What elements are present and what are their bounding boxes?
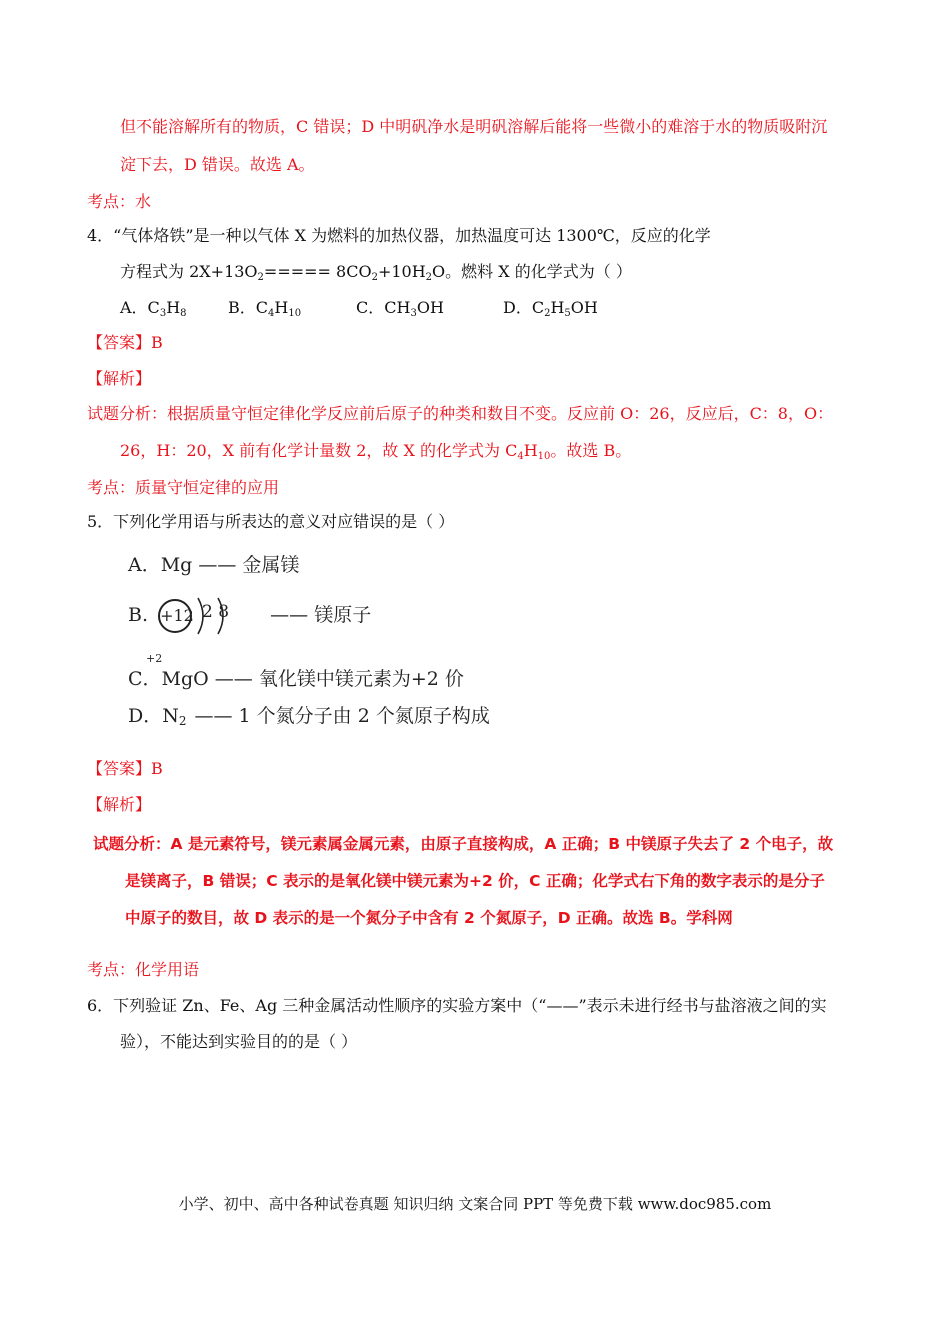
q4-analysis-label: 【解析】: [87, 369, 152, 388]
q3-analysis-line1: 但不能溶解所有的物质，C 错误；D 中明矾净水是明矾溶解后能将一些微小的难溶于水的物质吸附沉: [120, 117, 828, 136]
q5-figure-option-d: D．$N_2$ —— 1 个氮分子由 2 个氮原子构成: [128, 705, 490, 728]
q5-figure-b-label: B.: [128, 604, 149, 626]
q4-option-c: C．$CH_3OH$: [356, 298, 444, 319]
q3-analysis-line2: 淀下去，D 错误。故选 A。: [120, 155, 315, 174]
q4-option-b: B．$C_4H_{10}$: [228, 298, 302, 319]
q5-analysis-line3: 中原子的数目，故 D 表示的是一个氮分子中含有 2 个氮原子，D 正确。故选 B。学科网: [125, 909, 733, 927]
q6-stem-line2: 验），不能达到实验目的的是（ ）: [120, 1032, 358, 1051]
q5-figure-b-shells: 2 8: [202, 602, 230, 622]
page-footer: 小学、初中、高中各种试卷真题 知识归纳 文案合同 PPT 等免费下载 www.doc985.com: [178, 1195, 772, 1213]
q5-answer: 【答案】B: [87, 759, 163, 778]
q4-topic: 考点：质量守恒定律的应用: [87, 478, 280, 497]
q4-option-d: D．$C_2H_5OH$: [503, 298, 598, 319]
q5-figure-b-text: —— 镁原子: [270, 604, 372, 626]
q3-topic: 考点：水: [87, 192, 152, 211]
q5-figure-option-c: C．MgO —— 氧化镁中镁元素为+2 价: [128, 668, 464, 690]
q6-stem-line1: 6．下列验证 Zn、Fe、Ag 三种金属活动性顺序的实验方案中（“——”表示未进行经书与盐溶液之间的实: [87, 996, 827, 1015]
q5-stem: 5．下列化学用语与所表达的意义对应错误的是（ ）: [87, 512, 455, 531]
q5-topic: 考点：化学用语: [87, 960, 200, 979]
q5-analysis-label: 【解析】: [87, 795, 152, 814]
q4-stem-line1: 4．“气体烙铁”是一种以气体 X 为燃料的加热仪器，加热温度可达 1300℃，反应的化学: [87, 226, 711, 245]
q4-option-a: A．$C_3H_8$: [120, 298, 187, 319]
q4-analysis-line1: 试题分析：根据质量守恒定律化学反应前后原子的种类和数目不变。反应前 O：26，反应后，C：8，O：: [87, 404, 834, 423]
q5-analysis-line1: 试题分析：A 是元素符号，镁元素属金属元素，由原子直接构成，A 正确；B 中镁原子失去了 2 个电子，故: [93, 835, 834, 853]
q5-figure-option-b: [128, 596, 371, 636]
q4-answer: 【答案】B: [87, 333, 163, 352]
nucleus-icon: +12: [158, 599, 192, 633]
q5-analysis-line2: 是镁离子，B 错误；C 表示的是氧化镁中镁元素为+2 价，C 正确；化学式右下角的数字表示的是分子: [125, 872, 825, 890]
q5-figure-c-charge: +2: [146, 652, 163, 665]
q5-figure-option-a: A．Mg —— 金属镁: [128, 554, 300, 576]
q4-analysis-line2: 26，H：20，X 前有化学计量数 2，故 X 的化学式为 $C_4H_{10}$。故选 B。: [120, 441, 632, 462]
q4-stem-line2: 方程式为 $2X+13O_2===== 8CO_2+10H_2O$。燃料 X 的化学式为（ ）: [120, 262, 632, 283]
